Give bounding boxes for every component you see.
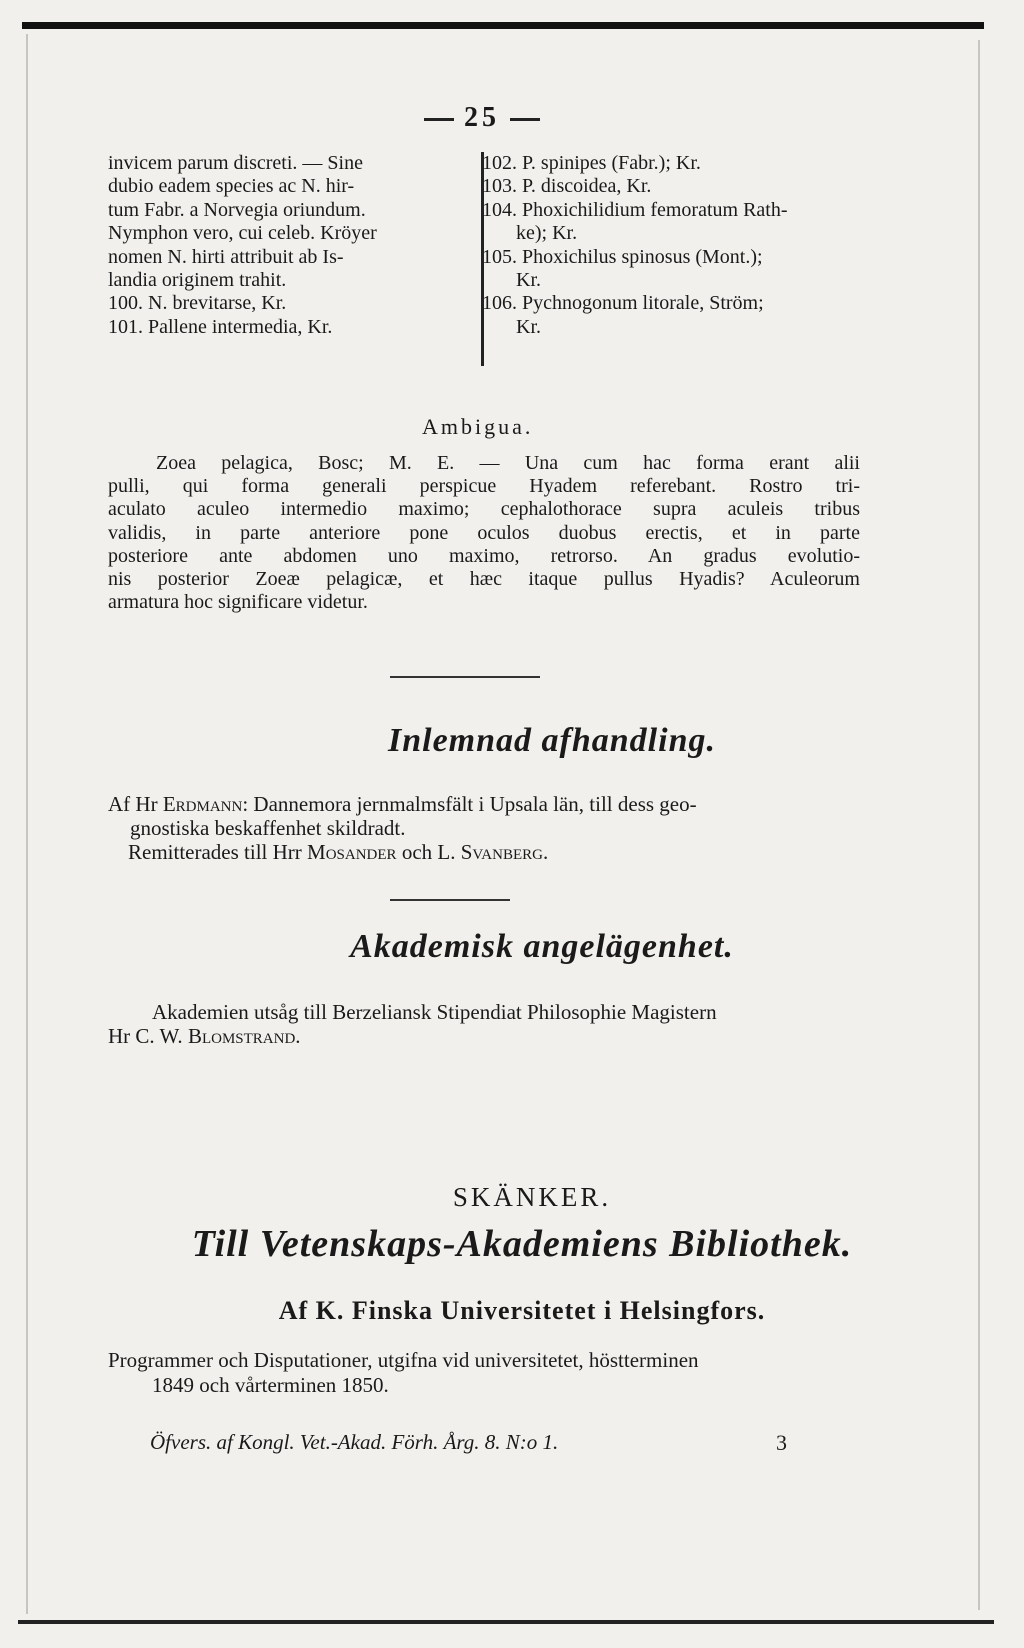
right-column-line: ke); Kr.	[516, 222, 578, 245]
section-heading-inlemnad: Inlemnad afhandling.	[388, 722, 716, 759]
zoea-paragraph	[108, 452, 860, 614]
erdmann-line-3	[108, 840, 860, 864]
skanker-heading: SKÄNKER.	[452, 1182, 612, 1212]
right-column-line: Kr.	[516, 269, 541, 292]
bottom-rule	[18, 1620, 994, 1624]
erdmann-prefix: Af Hr	[108, 792, 158, 816]
erdmann-entry	[108, 792, 860, 864]
right-column-line: 104. Phoxichilidium femoratum Rath-	[482, 198, 788, 221]
referee-name-2: Svanberg	[460, 840, 543, 864]
left-column-line: tum Fabr. a Norvegia oriundum.	[108, 198, 366, 221]
section-divider	[390, 676, 540, 678]
library-heading: Till Vetenskaps-Akademiens Bibliothek.	[191, 1223, 853, 1265]
erdmann-line-2: gnostiska beskaffenhet skildradt.	[130, 816, 406, 840]
erdmann-line-1	[108, 792, 860, 816]
zoea-line: posteriore ante abdomen uno maximo, retrorso. An gradus evolutio-	[108, 544, 860, 567]
right-margin-shadow	[978, 40, 980, 1610]
left-column-line: landia originem trahit.	[108, 269, 287, 292]
erdmann-title: : Dannemora jernmalmsfält i Upsala län, till dess geo-	[242, 792, 697, 816]
zoea-line: pulli, qui forma generali perspicue Hyadem referebant. Rostro tri-	[108, 475, 860, 498]
zoea-line: Zoea pelagica, Bosc; M. E. — Una cum hac forma erant alii	[156, 452, 860, 474]
zoea-line: validis, in parte anteriore pone oculos duobus erectis, et in parte	[108, 521, 860, 544]
akademisk-prefix: Hr C. W.	[108, 1024, 183, 1048]
left-margin-shadow	[26, 34, 28, 1614]
akademisk-end: .	[295, 1024, 301, 1048]
left-column-line: Nymphon vero, cui celeb. Kröyer	[108, 222, 377, 245]
akademisk-line-2	[108, 1024, 860, 1048]
left-column-line: 100. N. brevitarse, Kr.	[108, 292, 287, 315]
ambigua-heading: Ambigua.	[422, 414, 534, 439]
donation-line-1: Programmer och Disputationer, utgifna vid universitetet, höstterminen	[108, 1348, 699, 1372]
donation-line-2: 1849 och vårterminen 1850.	[152, 1373, 389, 1397]
page-number	[392, 102, 572, 134]
right-column-line: 105. Phoxichilus spinosus (Mont.);	[482, 245, 763, 268]
footer-citation: Öfvers. af Kongl. Vet.-Akad. Förh. Årg. 8. N:o 1.	[150, 1430, 559, 1454]
stipendiat-name: Blomstrand	[187, 1024, 296, 1048]
right-column-line: 103. P. discoidea, Kr.	[482, 175, 652, 198]
right-column-line: 102. P. spinipes (Fabr.); Kr.	[482, 152, 701, 174]
donor-heading: Af K. Finska Universitetet i Helsingfors.	[278, 1296, 766, 1325]
section-heading-akademisk: Akademisk angelägenhet.	[350, 928, 734, 965]
page-number-dash-left	[424, 118, 454, 121]
akademisk-line-1: Akademien utsåg till Berzeliansk Stipendiat Philosophie Magistern	[152, 1000, 717, 1024]
donation-entry	[108, 1348, 860, 1398]
section-divider	[390, 899, 510, 901]
akademisk-entry	[108, 1000, 860, 1048]
page-number-dash-right	[510, 118, 540, 121]
remitted-prefix: Remitterades till Hrr	[128, 840, 302, 864]
remitted-mid: och L.	[401, 840, 456, 864]
author-name: Erdmann	[162, 792, 243, 816]
page-number-value: 25	[464, 102, 500, 133]
right-column-line: 106. Pychnogonum litorale, Ström;	[482, 292, 764, 315]
left-column-line: dubio eadem species ac N. hir-	[108, 175, 355, 198]
left-column	[108, 152, 480, 339]
left-column-line: 101. Pallene intermedia, Kr.	[108, 315, 333, 338]
top-rule	[22, 22, 984, 29]
right-column-line: Kr.	[516, 315, 541, 338]
left-column-line: nomen N. hirti attribuit ab Is-	[108, 245, 344, 268]
referee-name-1: Mosander	[307, 840, 397, 864]
sheet-number: 3	[776, 1430, 787, 1455]
left-column-line: invicem parum discreti. — Sine	[108, 152, 363, 174]
zoea-line: nis posterior Zoeæ pelagicæ, et hæc itaque pullus Hyadis? Aculeorum	[108, 568, 860, 591]
right-column	[482, 152, 850, 339]
zoea-line: armatura hoc significare videtur.	[108, 591, 368, 614]
remitted-end: .	[542, 840, 549, 864]
zoea-line: aculato aculeo intermedio maximo; cephalothorace supra aculeis tribus	[108, 498, 860, 521]
